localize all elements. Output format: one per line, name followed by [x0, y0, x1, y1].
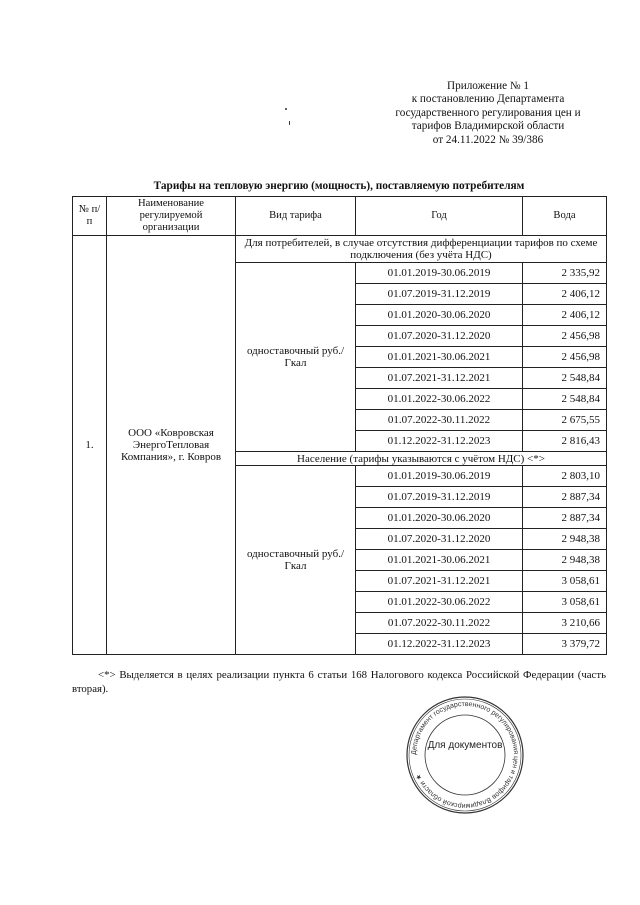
scan-speck [285, 108, 287, 110]
period-cell: 01.07.2022-30.11.2022 [356, 613, 523, 634]
document-title: Тарифы на тепловую энергию (мощность), поставляемую потребителям [153, 180, 525, 192]
water-value: 2 675,55 [523, 410, 607, 431]
period-cell: 01.01.2021-30.06.2021 [356, 550, 523, 571]
period-cell: 01.07.2019-31.12.2019 [356, 284, 523, 305]
water-value: 2 406,12 [523, 305, 607, 326]
period-cell: 01.01.2022-30.06.2022 [356, 592, 523, 613]
appendix-line: к постановлению Департамента [411, 93, 565, 106]
period-cell: 01.07.2021-31.12.2021 [356, 368, 523, 389]
period-cell: 01.12.2022-31.12.2023 [356, 634, 523, 655]
water-value: 3 058,61 [523, 592, 607, 613]
official-stamp [405, 695, 525, 815]
water-value: 2 548,84 [523, 368, 607, 389]
water-value: 2 803,10 [523, 466, 607, 487]
stamp-outer-ring [407, 697, 523, 813]
water-value: 2 948,38 [523, 529, 607, 550]
period-cell: 01.07.2022-30.11.2022 [356, 410, 523, 431]
scan-speck [289, 121, 290, 125]
water-value: 2 406,12 [523, 284, 607, 305]
water-value: 3 210,66 [523, 613, 607, 634]
period-cell: 01.07.2020-31.12.2020 [356, 529, 523, 550]
footnote: <*> Выделяется в целях реализации пункта 6 статьи 168 Налогового кодекса Российской Федерации (часть вторая). [72, 669, 606, 695]
period-cell: 01.01.2020-30.06.2020 [356, 305, 523, 326]
group1-tariff-type: одноставочный руб./Гкал [236, 263, 356, 452]
period-cell: 01.01.2019-30.06.2019 [356, 466, 523, 487]
appendix-header [372, 80, 604, 147]
header-org: Наименование регулируемой организации [107, 197, 236, 236]
water-value: 2 548,84 [523, 389, 607, 410]
water-value: 2 816,43 [523, 431, 607, 452]
period-cell: 01.07.2021-31.12.2021 [356, 571, 523, 592]
period-cell: 01.01.2020-30.06.2020 [356, 508, 523, 529]
water-value: 2 948,38 [523, 550, 607, 571]
period-cell: 01.01.2022-30.06.2022 [356, 389, 523, 410]
stamp-outer-ring-inner [409, 699, 521, 811]
stamp-center-text: Для документов [427, 740, 503, 751]
period-cell: 01.12.2022-31.12.2023 [356, 431, 523, 452]
water-value: 2 456,98 [523, 326, 607, 347]
appendix-line: от 24.11.2022 № 39/386 [432, 133, 544, 146]
water-value: 2 335,92 [523, 263, 607, 284]
appendix-line: Приложение № 1 [447, 80, 529, 92]
group1-heading: Для потребителей, в случае отсутствия дифференциации тарифов по схеме подключения (без учёта НДС) [236, 236, 607, 263]
header-tariff-type: Вид тарифа [236, 197, 356, 236]
water-value: 3 379,72 [523, 634, 607, 655]
appendix-line: тарифов Владимирской области [411, 120, 565, 133]
organization-name: ООО «Ковровская ЭнергоТепловая Компания», г. Ковров [107, 236, 236, 655]
header-year: Год [356, 197, 523, 236]
water-value: 2 456,98 [523, 347, 607, 368]
water-value: 3 058,61 [523, 571, 607, 592]
period-cell: 01.01.2019-30.06.2019 [356, 263, 523, 284]
stamp-ring-text: Департамент государственного регулирования цен и тарифов Владимирской области ★ [410, 700, 520, 810]
period-cell: 01.01.2021-30.06.2021 [356, 347, 523, 368]
header-water: Вода [523, 197, 607, 236]
tariff-table [72, 196, 607, 655]
header-num: № п/п [73, 197, 107, 236]
period-cell: 01.07.2019-31.12.2019 [356, 487, 523, 508]
period-cell: 01.07.2020-31.12.2020 [356, 326, 523, 347]
group2-heading: Население (тарифы указываются с учётом НДС) <*> [236, 452, 607, 466]
group2-tariff-type: одноставочный руб./Гкал [236, 466, 356, 655]
group-heading-row [73, 236, 607, 263]
water-value: 2 887,34 [523, 487, 607, 508]
stamp-inner-ring [425, 715, 505, 795]
appendix-line: государственного регулирования цен и [395, 106, 581, 119]
row-number: 1. [73, 236, 107, 655]
table-header-row [73, 197, 607, 236]
water-value: 2 887,34 [523, 508, 607, 529]
